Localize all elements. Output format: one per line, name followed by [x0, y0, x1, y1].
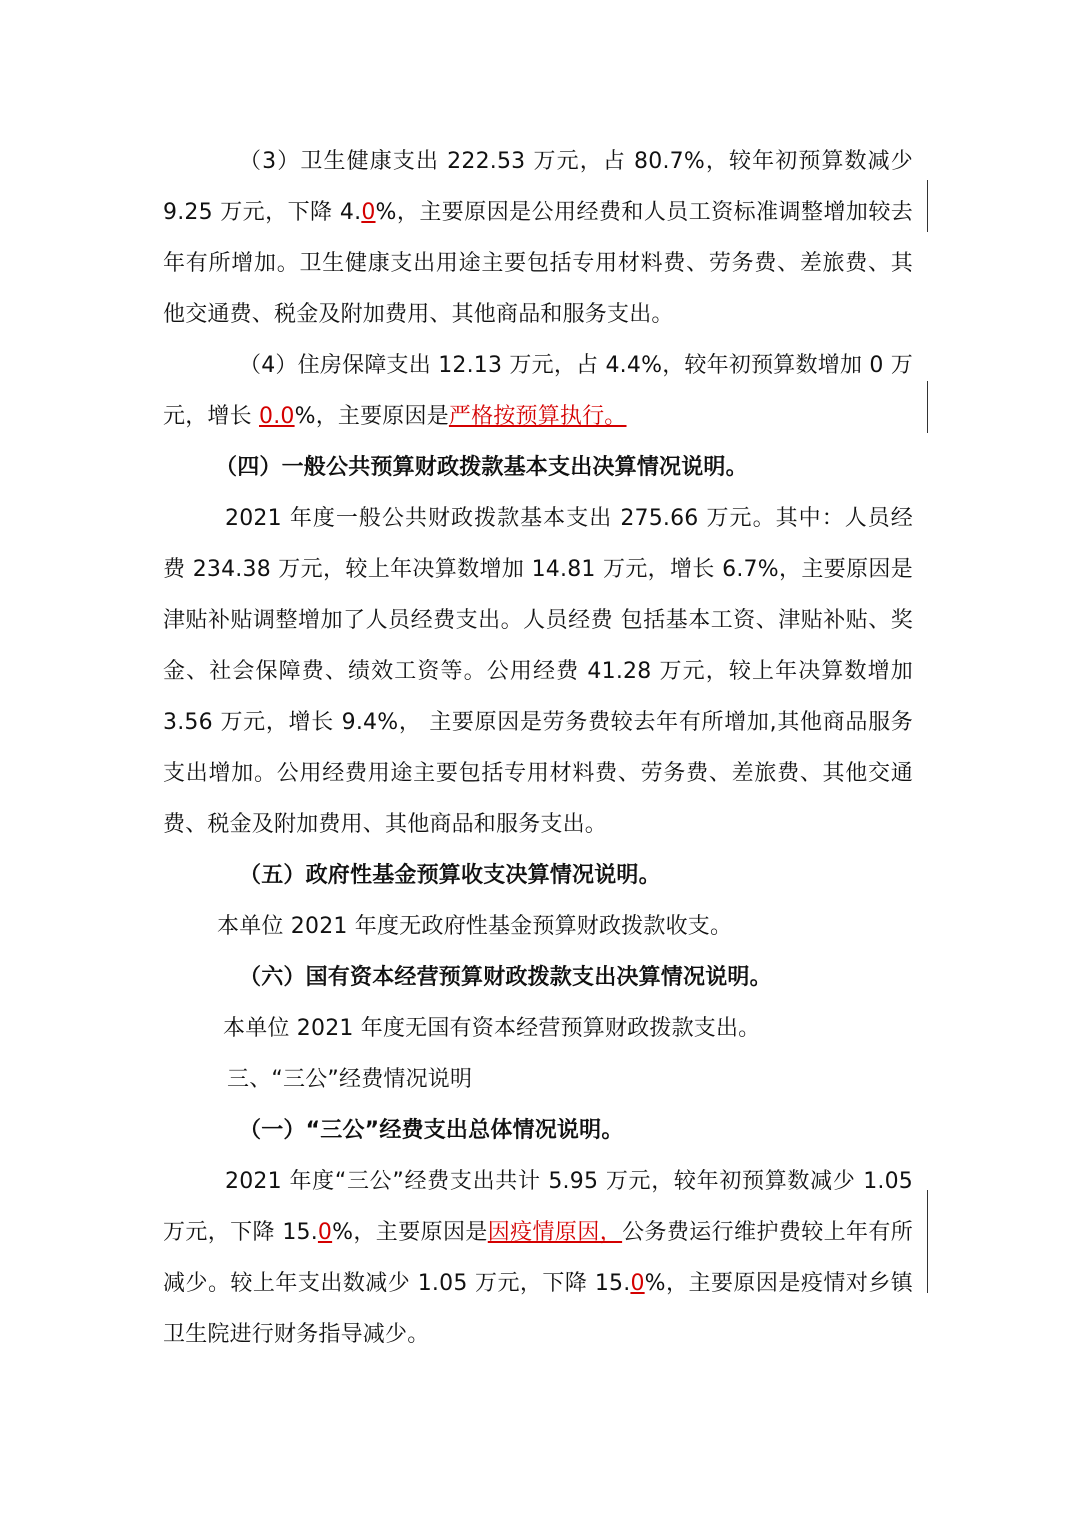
paragraph-three-public-expenses	[163, 1156, 913, 1360]
paragraph-government-fund: 本单位 2021 年度无政府性基金预算财政拨款收支。	[217, 914, 733, 939]
chapter-heading-3: 三、“三公”经费情况说明	[227, 1067, 473, 1092]
revised-text: 0	[361, 200, 376, 225]
text-segment: （4）住房保障支出 12.13 万元，占 4.4%，较年初预算数增加 0 万元，增长	[163, 353, 913, 429]
change-bar	[927, 180, 928, 232]
paragraph-health-expenditure	[163, 136, 913, 340]
revised-text: 0	[630, 1271, 645, 1296]
text-segment: 公务费运行维护费较上年有所减少。较上年支出数减少 1.05 万元，下降 15.	[163, 1220, 913, 1296]
paragraph-state-capital: 本单位 2021 年度无国有资本经营预算财政拨款支出。	[223, 1016, 761, 1041]
document-body	[163, 136, 913, 1360]
revised-text: 0	[317, 1220, 333, 1245]
section-heading-5: （五）政府性基金预算收支决算情况说明。	[239, 863, 661, 888]
text-segment: %，主要原因是公用经费和人员工资标准调整增加较去年有所增加。卫生健康支出用途主要包括专用材料费、劳务费、差旅费、其他交通费、税金及附加费用、其他商品和服务支出。	[163, 200, 913, 327]
text-segment: （3）卫生健康支出 222.53 万元，占 80.7%，较年初预算数减少 9.25 万元，下降 4.	[163, 149, 913, 225]
change-bar	[927, 1190, 928, 1293]
text-segment: %，主要原因是	[294, 404, 449, 429]
text-segment: 2021 年度“三公”经费支出共计 5.95 万元，较年初预算数减少 1.05 万元，下降 15.	[163, 1169, 913, 1245]
revised-text: 0.0	[259, 404, 295, 429]
section-heading-3-1: （一）“三公”经费支出总体情况说明。	[239, 1118, 624, 1143]
revised-text: 严格按预算执行。	[448, 404, 627, 429]
text-segment: %，主要原因是疫情对乡镇卫生院进行财务指导减少。	[163, 1271, 913, 1347]
change-bar	[927, 381, 928, 433]
text-segment: %，主要原因是	[332, 1220, 488, 1245]
section-heading-4: （四）一般公共预算财政拨款基本支出决算情况说明。	[215, 455, 748, 480]
paragraph-housing-expenditure	[163, 340, 913, 442]
revised-text: 因疫情原因，	[487, 1220, 623, 1245]
paragraph-basic-expenditure: 2021 年度一般公共财政拨款基本支出 275.66 万元。其中：人员经费 234.38 万元，较上年决算数增加 14.81 万元，增长 6.7%，主要原因是津贴补贴调整增加了人员经费支出。人员经费 包括基本工资、津贴补贴、奖金、社会保障费、绩效工资等。公用经费 41.28 万元，较上年决算数增加 3.56 万元，增长 9.4%， 主要原因是劳务费较去年有所增加,其他商品服务支出增加。公用经费用途主要包括专用材料费、劳务费、差旅费、其他交通费、税金及附加费用、其他商品和服务支出。	[163, 506, 913, 837]
section-heading-6: （六）国有资本经营预算财政拨款支出决算情况说明。	[239, 965, 772, 990]
